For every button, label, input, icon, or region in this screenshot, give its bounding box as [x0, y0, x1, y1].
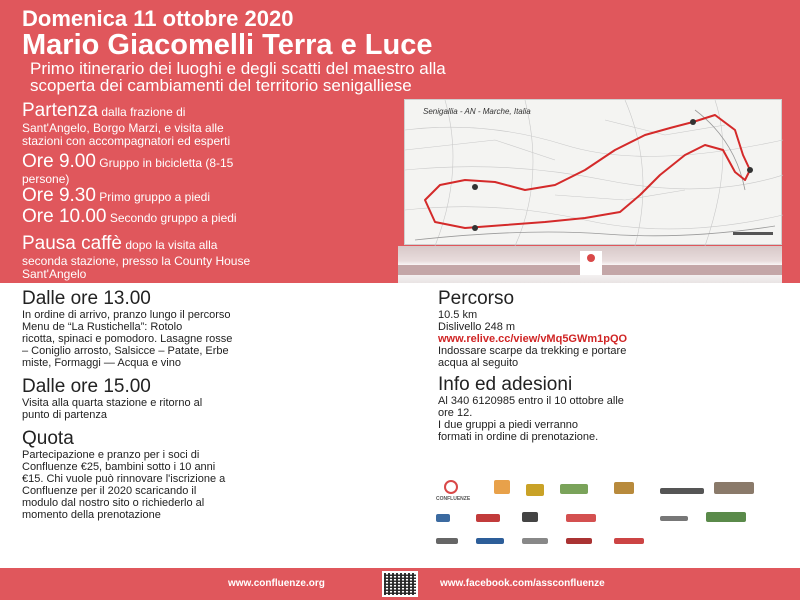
lunch-line: – Coniglio arrosto, Salsicce – Patate, Erbe — [22, 345, 229, 357]
sponsor-logo-icon — [614, 538, 644, 544]
schedule-item — [22, 186, 392, 207]
sponsor-logo-icon — [560, 484, 588, 494]
fee-heading: Quota — [22, 428, 74, 449]
coffee-text-1: dopo la visita alla — [122, 238, 218, 252]
landscape-photo — [398, 246, 782, 283]
map-graphic — [405, 100, 783, 246]
route-heading: Percorso — [438, 288, 515, 309]
sponsor-logo-icon — [660, 516, 688, 521]
sponsor-logo-icon — [706, 512, 746, 522]
lunch-line: In ordine di arrivo, pranzo lungo il percorso — [22, 309, 231, 321]
website-link[interactable]: www.confluenze.org — [228, 578, 325, 589]
info-line: formati in ordine di prenotazione. — [438, 431, 599, 443]
departure-info — [22, 101, 392, 281]
sponsor-logo-icon — [526, 484, 544, 496]
schedule-time: Ore 9.30 — [22, 185, 96, 206]
schedule-desc: Secondo gruppo a piedi — [106, 211, 237, 225]
route-block — [438, 289, 778, 369]
info-block — [438, 375, 778, 443]
schedule-time: Ore 9.00 — [22, 151, 96, 172]
schedule-desc: Gruppo in bicicletta (8-15 — [95, 156, 234, 170]
event-title: Mario Giacomelli Terra e Luce — [22, 29, 433, 61]
route-note-2: acqua al seguito — [438, 357, 519, 369]
schedule-item — [22, 152, 392, 173]
departure-heading: Partenza — [22, 100, 99, 121]
sponsor-logos — [430, 470, 790, 560]
sponsor-logo-icon — [476, 514, 500, 522]
sponsor-logo-icon — [566, 538, 592, 544]
fee-line: momento della prenotazione — [22, 509, 161, 521]
departure-text-3: stazioni con accompagnatori ed esperti — [22, 134, 231, 148]
sponsor-logo-icon — [660, 488, 704, 494]
subtitle-line-2: scoperta dei cambiamenti del territorio senigalliese — [30, 76, 412, 95]
sponsor-logo-icon — [522, 512, 538, 522]
sponsor-logo-icon — [714, 482, 754, 494]
departure-text-2: Sant'Angelo, Borgo Marzi, e visita alle — [22, 121, 224, 135]
departure-line — [22, 101, 392, 122]
confluenze-logo-icon — [580, 251, 602, 275]
schedule-desc-2: persone) — [22, 172, 70, 186]
route-note-1: Indossare scarpe da trekking e portare — [438, 345, 627, 357]
facebook-link[interactable]: www.facebook.com/assconfluenze — [440, 578, 605, 589]
fee-line: Confluenze per il 2020 scaricando il — [22, 485, 197, 497]
info-line: I due gruppi a piedi verranno — [438, 419, 579, 431]
sponsor-logo-icon — [566, 514, 596, 522]
afternoon-heading: Dalle ore 15.00 — [22, 376, 151, 397]
info-heading: Info ed adesioni — [438, 374, 573, 395]
fee-line: Partecipazione e pranzo per i soci di — [22, 449, 200, 461]
lunch-line: Menu de “La Rustichella”: Rotolo — [22, 321, 183, 333]
relive-link[interactable]: www.relive.cc/view/vMq5GWm1pQO — [438, 333, 628, 345]
sponsor-logo-icon — [614, 482, 634, 494]
schedule-item — [22, 207, 392, 228]
route-path — [425, 115, 750, 228]
schedule-time: Ore 10.00 — [22, 206, 107, 227]
map-label: Senigallia - AN - Marche, Italia — [423, 107, 531, 116]
route-elevation: Dislivello 248 m — [438, 321, 516, 333]
confluenze-logo-icon — [444, 480, 458, 494]
afternoon-line: Visita alla quarta stazione e ritorno al — [22, 397, 203, 409]
info-line: ore 12. — [438, 407, 473, 419]
lunch-heading: Dalle ore 13.00 — [22, 288, 151, 309]
afternoon-line: punto di partenza — [22, 409, 108, 421]
afternoon-block — [22, 377, 392, 421]
info-line: Al 340 6120985 entro il 10 ottobre alle — [438, 395, 624, 407]
fee-line: Confluenze €25, bambini sotto i 10 anni — [22, 461, 216, 473]
lunch-block — [22, 289, 392, 369]
sponsor-logo-icon — [476, 538, 504, 544]
route-map — [404, 99, 782, 245]
sponsor-logo-icon — [436, 514, 450, 522]
event-date: Domenica 11 ottobre 2020 — [22, 6, 294, 31]
confluenze-logo-text: CONFLUENZE — [436, 496, 471, 502]
subtitle-line-1: Primo itinerario dei luoghi e degli scatti del maestro alla — [30, 59, 446, 78]
fee-line: €15. Chi vuole può rinnovare l'iscrizione a — [22, 473, 226, 485]
header-section — [0, 0, 800, 283]
route-distance: 10.5 km — [438, 309, 478, 321]
schedule-desc: Primo gruppo a piedi — [95, 190, 211, 204]
lunch-line: ricotta, spinaci e pomodoro. Lasagne rosse — [22, 333, 233, 345]
qr-code-icon[interactable] — [382, 571, 418, 597]
sponsor-logo-icon — [436, 538, 458, 544]
event-subtitle — [30, 60, 770, 94]
coffee-line — [22, 234, 392, 255]
coffee-heading: Pausa caffè — [22, 233, 123, 254]
coffee-text-2: seconda stazione, presso la County House — [22, 254, 251, 268]
footer — [0, 568, 800, 600]
fee-block — [22, 429, 392, 521]
coffee-text-3: Sant'Angelo — [22, 267, 87, 281]
fee-line: modulo dal nostro sito o richiederlo al — [22, 497, 205, 509]
sponsor-logo-icon — [494, 480, 510, 494]
lunch-line: miste, Formaggi — Acqua e vino — [22, 357, 181, 369]
departure-text-1: dalla frazione di — [98, 105, 186, 119]
sponsor-logo-icon — [522, 538, 548, 544]
